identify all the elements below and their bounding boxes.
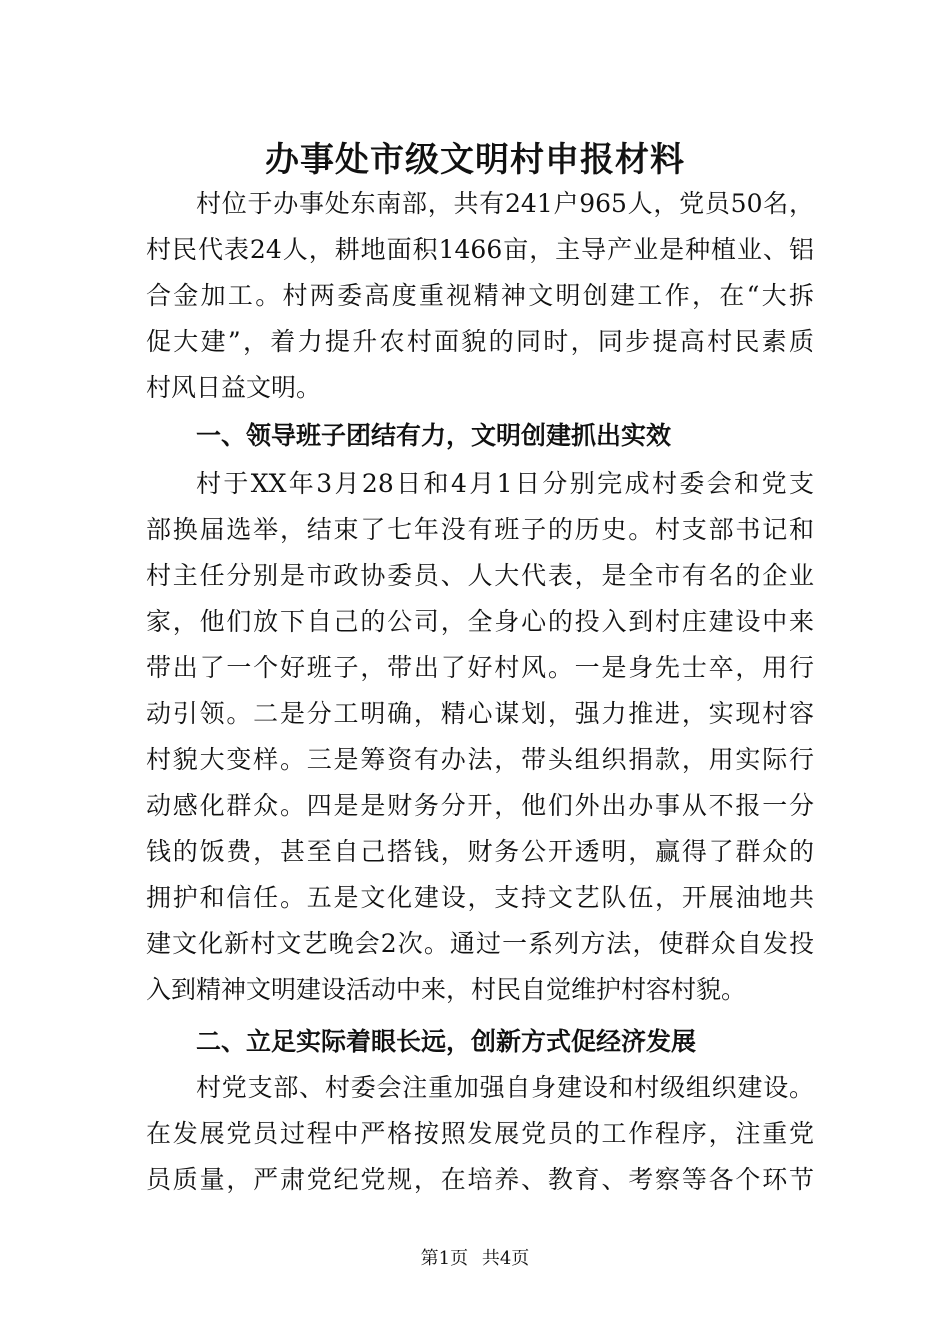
paragraph-line: 村位于办事处东南部，共有241户965人，党员50名， <box>196 189 814 218</box>
paragraph-line: 家，他们放下自己的公司，全身心的投入到村庄建设中来 <box>146 607 814 636</box>
page-number: 第1页 <box>420 1248 469 1269</box>
paragraph-line: 村主任分别是市政协委员、人大代表，是全市有名的企业 <box>146 561 814 590</box>
paragraph-line: 入到精神文明建设活动中来，村民自觉维护村容村貌。 <box>146 975 747 1004</box>
paragraph-line: 村风日益文明。 <box>146 373 322 402</box>
page-footer <box>0 1244 950 1270</box>
paragraph-line: 动引领。二是分工明确，精心谋划，强力推进，实现村容 <box>146 699 814 728</box>
paragraph-line: 合金加工。村两委高度重视精神文明创建工作，在“大拆 <box>146 281 814 310</box>
paragraph-line: 带出了一个好班子，带出了好村风。一是身先士卒，用行 <box>146 653 814 682</box>
paragraph-line: 员质量，严肃党纪党规，在培养、教育、考察等各个环节 <box>146 1165 814 1194</box>
paragraph-line: 村于XX年3月28日和4月1日分别完成村委会和党支 <box>196 469 814 498</box>
paragraph-line: 村民代表24人，耕地面积1466亩，主导产业是种植业、铝 <box>146 235 814 264</box>
paragraph-line: 建文化新村文艺晚会2次。通过一系列方法，使群众自发投 <box>146 929 814 958</box>
paragraph-line: 拥护和信任。五是文化建设，支持文艺队伍，开展油地共 <box>146 883 814 912</box>
section-heading: 一、领导班子团结有力，文明创建抓出实效 <box>196 421 672 450</box>
paragraph-line: 村貌大变样。三是筹资有办法，带头组织捐款，用实际行 <box>146 745 814 774</box>
paragraph-line: 钱的饭费，甚至自己搭钱，财务公开透明，赢得了群众的 <box>146 837 814 866</box>
page-total: 共4页 <box>481 1248 530 1269</box>
paragraph-line: 部换届选举，结束了七年没有班子的历史。村支部书记和 <box>146 515 814 544</box>
section-heading: 二、立足实际着眼长远，创新方式促经济发展 <box>196 1027 697 1056</box>
paragraph-line: 村党支部、村委会注重加强自身建设和村级组织建设。 <box>196 1073 814 1102</box>
document-title: 办事处市级文明村申报材料 <box>265 140 685 180</box>
paragraph-line: 在发展党员过程中严格按照发展党员的工作程序，注重党 <box>146 1119 814 1148</box>
paragraph-line: 促大建”，着力提升农村面貌的同时，同步提高村民素质 <box>146 327 814 356</box>
paragraph-line: 动感化群众。四是是财务分开，他们外出办事从不报一分 <box>146 791 814 820</box>
